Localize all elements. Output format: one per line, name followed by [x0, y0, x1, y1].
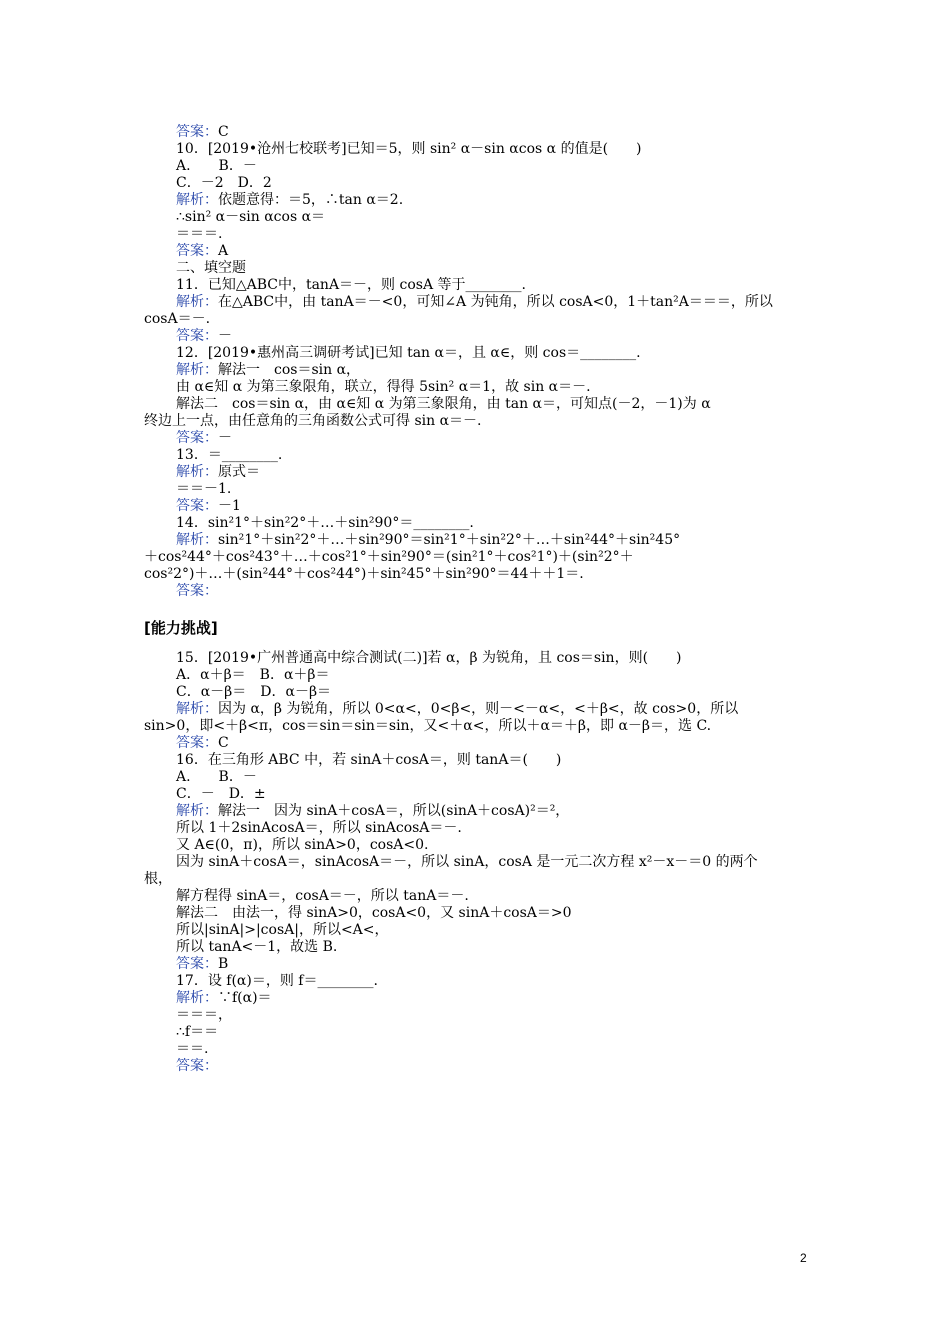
- solution-line: 又 A∈(0，π)，所以 sinA>0，cosA<0.: [176, 837, 429, 853]
- solution-line: 终边上一点，由任意角的三角函数公式可得 sin α＝－.: [144, 413, 482, 429]
- solution-line: 解析：依题意得：＝5，∴tan α＝2.: [176, 192, 404, 208]
- option-line: A．α＋β＝ B．α＋β＝: [176, 667, 330, 683]
- solution-line: ＝＝.: [176, 1041, 209, 1057]
- solution-line: 所以 1＋2sinAcosA＝，所以 sinAcosA＝－.: [176, 820, 462, 836]
- answer-line: 答案：B: [176, 956, 229, 972]
- question-15: 15．[2019•广州普通高中综合测试(二)]若 α，β 为锐角，且 cos＝sin，则( ): [176, 650, 682, 666]
- option-line: C．－ D．±: [176, 786, 266, 802]
- solution-line: 解析：因为 α，β 为锐角，所以 0<α<，0<β<，则－<－α<，<＋β<，故 cos>0，所以: [176, 701, 739, 717]
- solution-line: 由 α∈知 α 为第三象限角，联立，得得 5sin² α＝1，故 sin α＝－.: [176, 379, 591, 395]
- solution-line: 解析：原式＝: [176, 464, 260, 480]
- solution-line: 根，: [144, 871, 172, 887]
- solution-line: 解析：∵f(α)＝: [176, 990, 272, 1006]
- solution-line: ∴f＝＝: [176, 1024, 219, 1040]
- solution-line: 解方程得 sinA＝，cosA＝－，所以 tanA＝－.: [176, 888, 469, 904]
- solution-line: cos²2°)＋…＋(sin²44°＋cos²44°)＋sin²45°＋sin²90°＝44＋＋1＝.: [144, 566, 584, 582]
- answer-line: 答案：C: [176, 735, 229, 751]
- solution-line: sin>0，即<＋β<π，cos＝sin＝sin＝sin，又<＋α<，所以＋α＝＋β，即 α－β＝，选 C.: [144, 718, 712, 734]
- page-number: 2: [800, 1251, 807, 1265]
- solution-line: ∴sin² α－sin αcos α＝: [176, 209, 326, 225]
- question-16: 16．在三角形 ABC 中，若 sinA＋cosA＝，则 tanA＝( ): [176, 752, 562, 768]
- question-17: 17．设 f(α)＝，则 f＝________.: [176, 973, 378, 989]
- solution-line: 解法二 cos＝sin α，由 α∈知 α 为第三象限角，由 tan α＝，可知点(－2，－1)为 α: [176, 396, 711, 412]
- section-heading: 二、填空题: [176, 260, 246, 276]
- option-line: A. B．－: [176, 769, 257, 785]
- answer-line: 答案：－: [176, 328, 232, 344]
- answer-line: 答案：A: [176, 243, 229, 259]
- solution-line: ＝＝－1.: [176, 481, 232, 497]
- question-14: 14．sin²1°＋sin²2°＋…＋sin²90°＝________.: [176, 515, 474, 531]
- solution-line: ＝＝＝.: [176, 226, 223, 242]
- option-line: C．α－β＝ D．α－β＝: [176, 684, 332, 700]
- question-10: 10．[2019•沧州七校联考]已知＝5，则 sin² α－sin αcos α 的值是( ): [176, 141, 642, 157]
- question-11: 11．已知△ABC中，tanA＝－，则 cosA 等于________.: [176, 277, 526, 293]
- solution-line: 解析：sin²1°＋sin²2°＋…＋sin²90°＝sin²1°＋sin²2°＋…＋sin²44°＋sin²45°: [176, 532, 681, 548]
- section-heading: [能力挑战]: [144, 619, 218, 637]
- question-12: 12．[2019•惠州高三调研考试]已知 tan α＝，且 α∈，则 cos＝________.: [176, 345, 641, 361]
- solution-line: cosA＝－.: [144, 311, 211, 327]
- answer-line: 答案：－1: [176, 498, 241, 514]
- option-line: A. B．－: [176, 158, 257, 174]
- solution-line: 解析：解法一 因为 sinA＋cosA＝，所以(sinA＋cosA)²＝²，: [176, 803, 570, 819]
- solution-line: 所以|sinA|>|cosA|，所以<A<，: [176, 922, 389, 938]
- answer-line: 答案：C: [176, 124, 229, 140]
- solution-line: 解析：解法一 cos＝sin α，: [176, 362, 361, 378]
- answer-line: 答案：: [176, 583, 218, 599]
- question-13: 13．＝________.: [176, 447, 283, 463]
- answer-line: 答案：－: [176, 430, 232, 446]
- solution-line: 所以 tanA<－1，故选 B.: [176, 939, 338, 955]
- solution-line: 解法二 由法一，得 sinA>0，cosA<0，又 sinA＋cosA＝>0: [176, 905, 572, 921]
- solution-line: ＋cos²44°＋cos²43°＋…＋cos²1°＋sin²90°＝(sin²1°＋cos²1°)＋(sin²2°＋: [144, 549, 634, 565]
- solution-line: 因为 sinA＋cosA＝，sinAcosA＝－，所以 sinA，cosA 是一元二次方程 x²－x－＝0 的两个: [176, 854, 758, 870]
- answer-line: 答案：: [176, 1058, 218, 1074]
- option-line: C．－2 D．2: [176, 175, 272, 191]
- solution-line: ＝＝＝，: [176, 1007, 232, 1023]
- solution-line: 解析：在△ABC中，由 tanA＝－<0，可知∠A 为钝角，所以 cosA<0，1＋tan²A＝＝＝，所以: [176, 294, 773, 310]
